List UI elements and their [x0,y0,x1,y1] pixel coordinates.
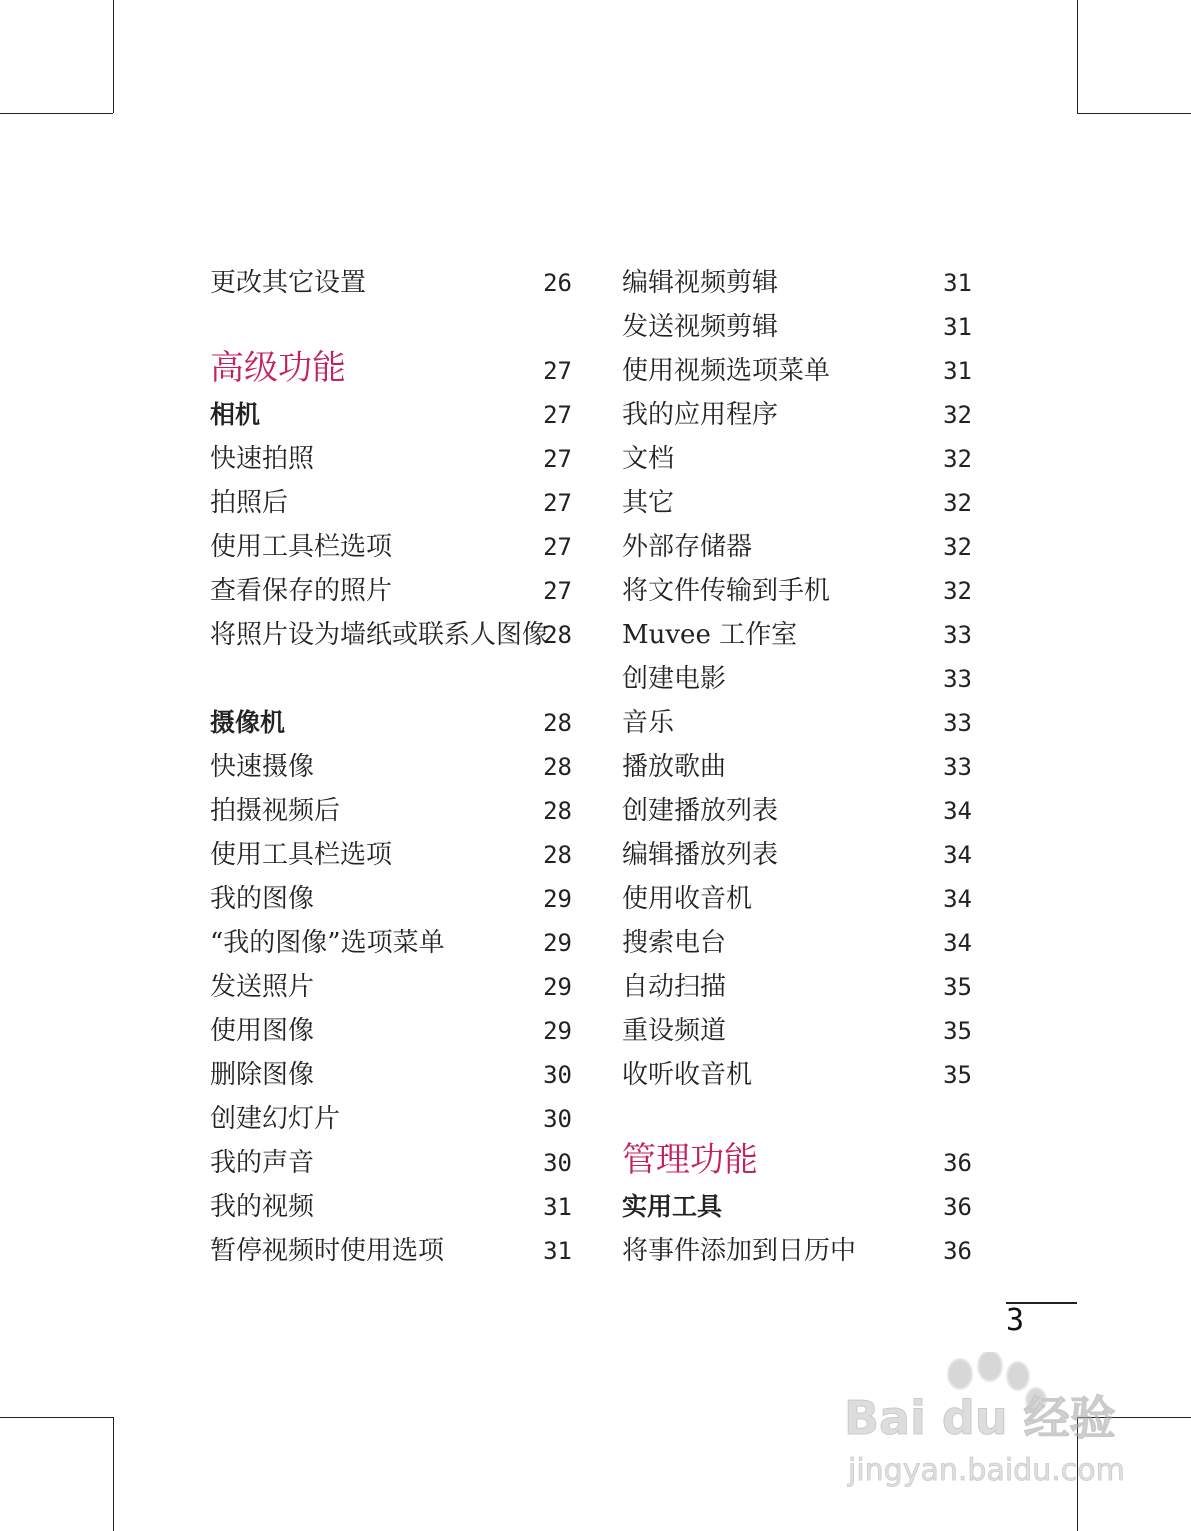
toc-entry [622,390,972,434]
baidu-watermark-logo [840,1352,1130,1492]
toc-spacer [210,302,572,346]
toc-entry [210,786,572,830]
toc-entry [622,654,972,698]
toc-entry-title: 相机 [210,400,261,429]
toc-entry-page: 32 [943,445,972,473]
toc-entry-page: 34 [943,885,972,913]
toc-spacer [210,654,572,698]
toc-entry-page: 34 [943,841,972,869]
toc-entry [622,434,972,478]
toc-entry-title: 使用视频选项菜单 [622,356,831,386]
toc-entry [210,918,572,962]
crop-mark-bottom-left-h [0,1417,113,1418]
toc-entry-title: 搜索电台 [622,928,727,958]
toc-entry-title: 收听收音机 [622,1060,753,1090]
toc-entry-page: 32 [943,489,972,517]
toc-entry [622,874,972,918]
toc-entry-page: 28 [543,753,572,781]
paw-pad-2 [978,1352,1002,1381]
toc-entry-page: 26 [543,269,572,297]
toc-entry-title: 音乐 [622,708,675,738]
paw-pad-3 [1007,1362,1029,1390]
toc-entry [210,1226,572,1270]
toc-entry [622,1226,972,1270]
toc-entry-page: 27 [543,357,572,385]
toc-entry-page: 36 [943,1149,972,1177]
toc-section-heading [210,346,572,390]
toc-entry-title: 我的声音 [210,1148,315,1178]
toc-entry-page: 27 [543,445,572,473]
toc-entry-page: 29 [543,929,572,957]
paw-pad-1 [948,1359,972,1389]
toc-entry-title: 播放歌曲 [622,752,727,782]
toc-entry-title: 拍照后 [210,488,289,518]
toc-entry-title: Muvee 工作室 [622,620,798,650]
toc-entry-title: “我的图像”选项菜单 [210,928,445,958]
toc-section-heading [622,1138,972,1182]
toc-entry-title: 使用工具栏选项 [210,840,393,870]
toc-entry [210,478,572,522]
toc-entry [210,522,572,566]
toc-right-column [622,258,972,1270]
toc-entry-page: 28 [543,621,572,649]
toc-entry-page: 31 [943,357,972,385]
toc-entry-title: 删除图像 [210,1060,315,1090]
toc-entry-title: 我的图像 [210,884,315,914]
toc-entry-page: 34 [943,797,972,825]
toc-entry-title: 其它 [622,488,675,518]
toc-entry [622,1006,972,1050]
toc-entry [210,874,572,918]
toc-entry-title: 摄像机 [210,708,286,737]
toc-entry [210,566,572,610]
page-number: 3 [1006,1303,1025,1338]
toc-entry-page: 29 [543,1017,572,1045]
toc-subheading [210,390,572,434]
toc-entry-page: 27 [543,489,572,517]
toc-entry-page: 36 [943,1237,972,1265]
toc-entry [622,302,972,346]
toc-entry-title: 我的视频 [210,1192,315,1222]
toc-entry [210,1094,572,1138]
crop-mark-top-left-h [0,113,113,114]
toc-entry-page: 33 [943,709,972,737]
toc-entry-title: 外部存储器 [622,532,753,562]
toc-entry-page: 32 [943,401,972,429]
toc-entry-page: 31 [543,1237,572,1265]
toc-entry-title: 使用图像 [210,1016,315,1046]
toc-entry-page: 30 [543,1149,572,1177]
toc-entry-page: 33 [943,753,972,781]
toc-entry-title: 自动扫描 [622,972,727,1002]
toc-entry-page: 31 [543,1193,572,1221]
toc-entry-title: 将事件添加到日历中 [622,1236,857,1266]
toc-entry [210,1050,572,1094]
toc-entry-page: 35 [943,973,972,1001]
toc-entry-page: 33 [943,621,972,649]
toc-entry-title: 将照片设为墙纸或联系人图像 [210,620,549,650]
toc-entry-page: 33 [943,665,972,693]
toc-entry [622,566,972,610]
toc-entry-page: 30 [543,1105,572,1133]
toc-subheading [210,698,572,742]
toc-entry [622,522,972,566]
toc-entry-title: 编辑视频剪辑 [622,268,779,298]
toc-entry [622,918,972,962]
toc-entry-page: 30 [543,1061,572,1089]
toc-entry-page: 35 [943,1017,972,1045]
toc-entry [210,1006,572,1050]
toc-entry-page: 28 [543,841,572,869]
toc-entry [622,830,972,874]
toc-entry [210,610,572,654]
toc-entry-page: 34 [943,929,972,957]
toc-left-column [210,258,572,1270]
toc-entry [622,698,972,742]
toc-entry-page: 35 [943,1061,972,1089]
toc-entry [622,962,972,1006]
toc-entry-page: 29 [543,973,572,1001]
toc-entry [210,1182,572,1226]
toc-entry-title: 创建播放列表 [622,796,779,826]
toc-entry-page: 32 [943,533,972,561]
toc-entry-title: 发送视频剪辑 [622,312,779,342]
toc-entry-title: 文档 [622,444,675,474]
toc-entry [210,434,572,478]
toc-entry-title: 发送照片 [210,972,315,1002]
toc-entry [622,742,972,786]
toc-entry-page: 29 [543,885,572,913]
toc-entry-title: 实用工具 [622,1192,723,1221]
crop-mark-top-left-v [113,0,114,113]
toc-entry-title: 使用工具栏选项 [210,532,393,562]
toc-entry-page: 31 [943,269,972,297]
toc-entry-title: 创建幻灯片 [210,1104,341,1134]
toc-entry-page: 28 [543,797,572,825]
toc-entry-page: 27 [543,401,572,429]
toc-entry [622,1050,972,1094]
toc-entry [210,742,572,786]
toc-entry [622,786,972,830]
toc-entry-title: 快速拍照 [210,444,315,474]
toc-entry [622,610,972,654]
toc-entry-page: 36 [943,1193,972,1221]
toc-entry-title: 编辑播放列表 [622,840,779,870]
toc-spacer [622,1094,972,1138]
toc-entry-page: 27 [543,533,572,561]
toc-subheading [622,1182,972,1226]
toc-entry [210,258,572,302]
toc-entry-title: 重设频道 [622,1016,727,1046]
crop-mark-top-right-h [1077,113,1191,114]
toc-entry-title: 拍摄视频后 [210,796,341,826]
toc-entry-title: 更改其它设置 [210,268,367,298]
crop-mark-top-right-v [1077,0,1078,113]
toc-entry-page: 32 [943,577,972,605]
watermark-brand: Bai du 经验 [844,1391,1116,1445]
toc-entry-page: 28 [543,709,572,737]
toc-entry [210,962,572,1006]
toc-entry [622,258,972,302]
toc-entry-title: 创建电影 [622,664,727,694]
toc-entry [210,1138,572,1182]
toc-entry-title: 快速摄像 [210,752,315,782]
toc-entry [622,346,972,390]
toc-entry-title: 暂停视频时使用选项 [210,1236,445,1266]
toc-entry-title: 管理功能 [622,1140,758,1180]
toc-entry-title: 高级功能 [210,348,346,388]
toc-entry-title: 将文件传输到手机 [622,576,831,606]
watermark-url: jingyan.baidu.com [848,1453,1125,1488]
toc-entry-title: 查看保存的照片 [210,576,393,606]
toc-entry [622,478,972,522]
toc-entry-page: 27 [543,577,572,605]
toc-entry [210,830,572,874]
crop-mark-bottom-left-v [113,1417,114,1531]
toc-entry-title: 使用收音机 [622,884,753,914]
toc-entry-page: 31 [943,313,972,341]
toc-entry-title: 我的应用程序 [622,400,779,430]
